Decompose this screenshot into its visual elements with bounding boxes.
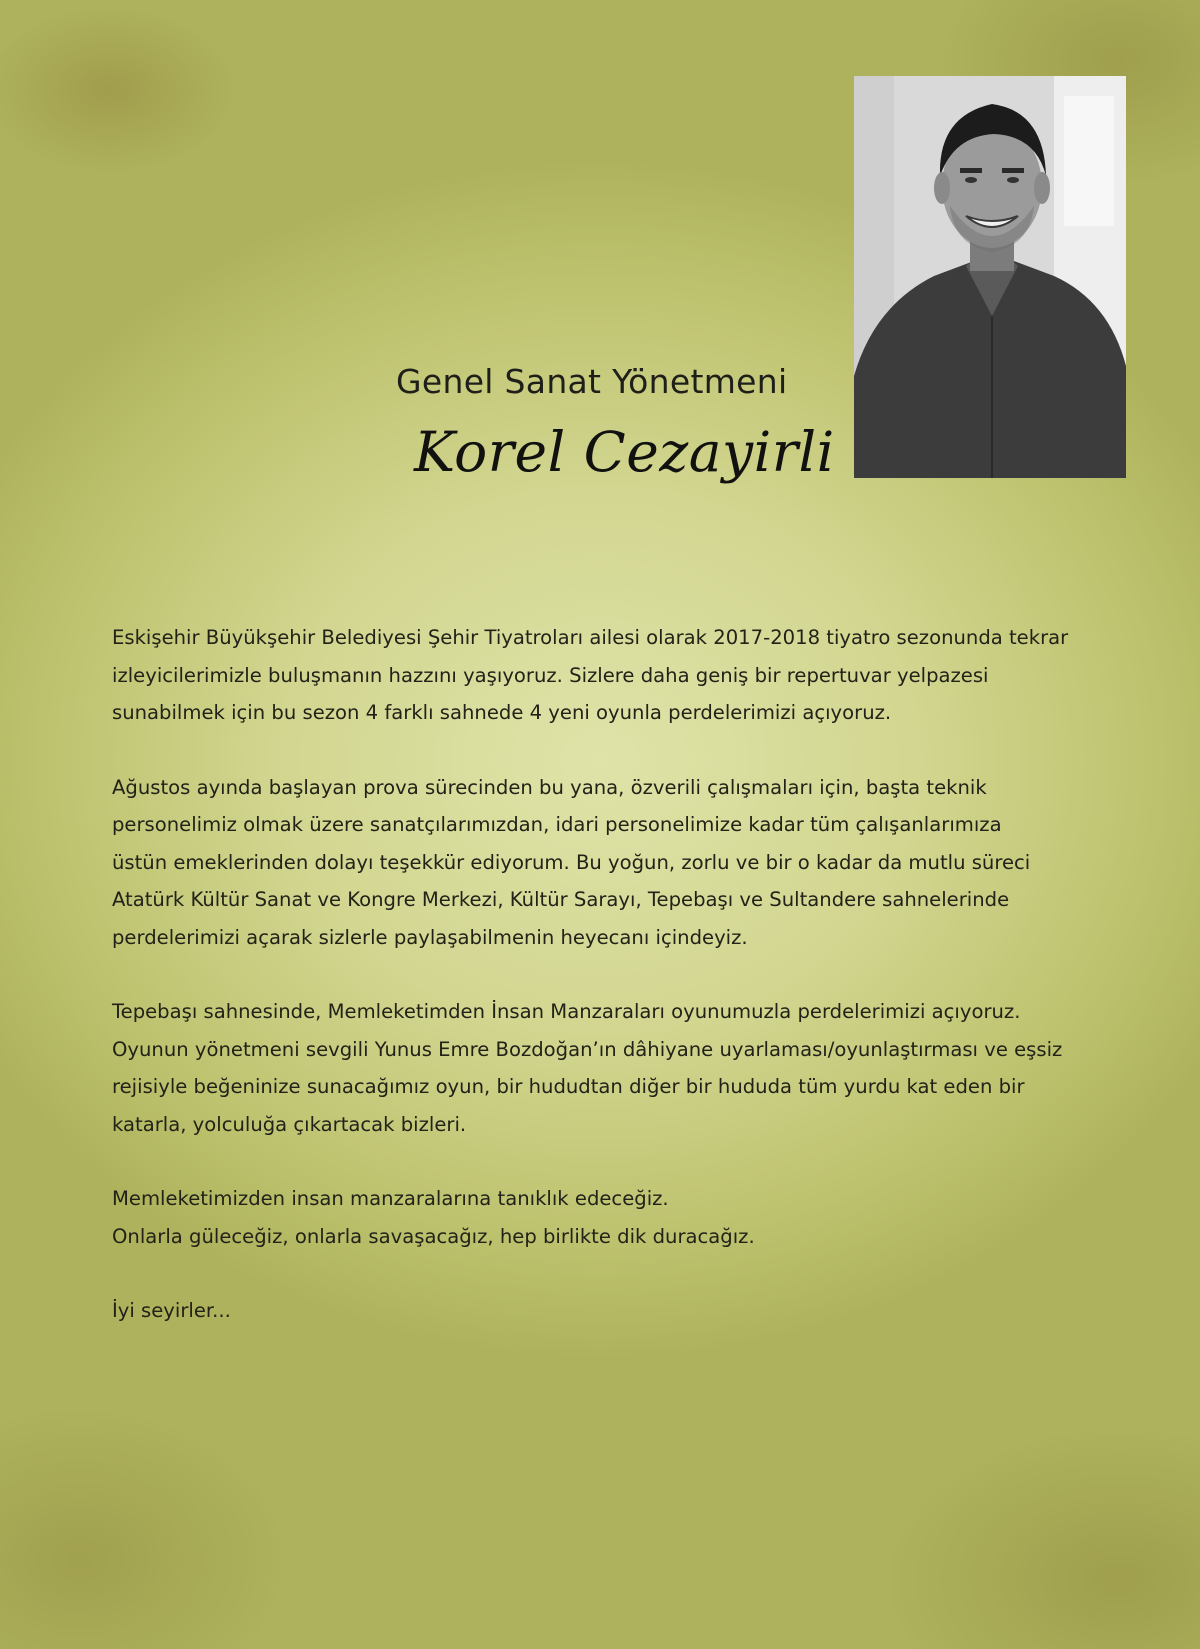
- letter-body: [112, 619, 1092, 1330]
- paragraph-1: [112, 619, 1092, 732]
- director-name: Korel Cezayirli: [414, 420, 835, 484]
- text-line: Onlarla güleceğiz, onlarla savaşacağız, hep birlikte dik duracağız.: [112, 1224, 755, 1248]
- text-line: sunabilmek için bu sezon 4 farklı sahnede 4 yeni oyunla perdelerimizi açıyoruz.: [112, 701, 892, 724]
- portrait-photo-icon: [854, 76, 1126, 478]
- text-line: Oyunun yönetmeni sevgili Yunus Emre Bozdoğan’ın dâhiyane uyarlaması/oyunlaştırması ve eşsiz: [112, 1037, 1063, 1061]
- paragraph-3: [112, 993, 1092, 1143]
- text-line: Ağustos ayında başlayan prova sürecinden bu yana, özverili çalışmaları için, başta teknik: [112, 775, 987, 799]
- paragraph-2: [112, 769, 1092, 957]
- text-line: İyi seyirler...: [112, 1299, 231, 1322]
- director-portrait-photo: [854, 76, 1126, 478]
- text-line: rejisiyle beğeninize sunacağımız oyun, bir hududtan diğer bir hududa tüm yurdu kat eden bir: [112, 1075, 1025, 1098]
- text-line: üstün emeklerinden dolayı teşekkür ediyorum. Bu yoğun, zorlu ve bir o kadar da mutlu süreci: [112, 850, 1031, 874]
- paragraph-4: [112, 1180, 1092, 1255]
- text-line: Eskişehir Büyükşehir Belediyesi Şehir Tiyatroları ailesi olarak 2017-2018 tiyatro sezonunda tekrar: [112, 626, 1069, 649]
- director-role-title: Genel Sanat Yönetmeni: [396, 362, 788, 401]
- text-line: Atatürk Kültür Sanat ve Kongre Merkezi, Kültür Sarayı, Tepebaşı ve Sultandere sahnelerinde: [112, 888, 1010, 911]
- text-line: perdelerimizi açarak sizlerle paylaşabilmenin heyecanı içindeyiz.: [112, 925, 748, 949]
- text-line: Tepebaşı sahnesinde, Memleketimden İnsan Manzaraları oyunumuzla perdelerimizi açıyoruz.: [112, 1000, 1021, 1023]
- text-line: izleyicilerimizle buluşmanın hazzını yaşıyoruz. Sizlere daha geniş bir repertuvar yelpazesi: [112, 663, 989, 687]
- text-line: personelimiz olmak üzere sanatçılarımızdan, idari personelimize kadar tüm çalışanlarımıza: [112, 813, 1002, 836]
- text-line: Memleketimizden insan manzaralarına tanıklık edeceğiz.: [112, 1187, 669, 1210]
- closing-line: [112, 1292, 1092, 1330]
- text-line: katarla, yolculuğa çıkartacak bizleri.: [112, 1112, 467, 1136]
